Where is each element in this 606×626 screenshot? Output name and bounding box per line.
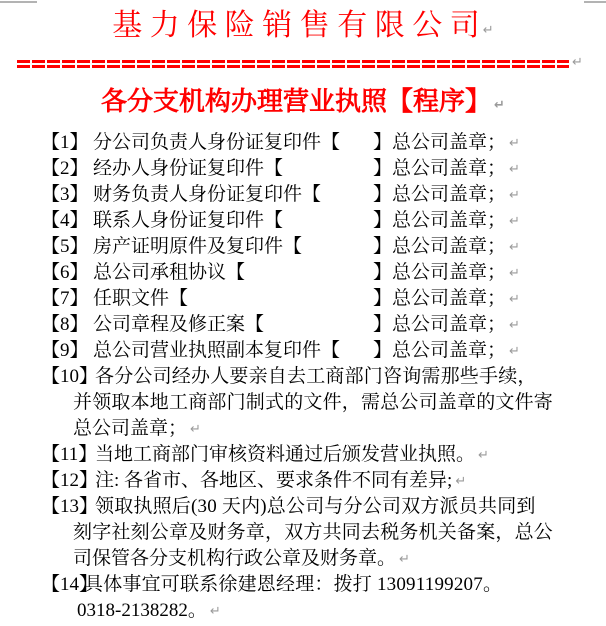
paragraph-mark-icon: ↵ <box>572 55 583 70</box>
company-name: 基 力 保 险 销 售 有 限 公 司 <box>112 9 480 42</box>
paragraph-mark-icon: ↵ <box>455 474 467 489</box>
procedure-item-row <box>0 156 606 182</box>
document-title: 各分支机构办理营业执照【程序】 <box>101 87 492 116</box>
paragraph-mark-icon: ↵ <box>509 344 520 359</box>
procedure-paragraph <box>0 442 606 468</box>
procedure-paragraph <box>0 494 606 572</box>
item-stamp-group <box>373 312 520 338</box>
line-text: 并领取本地工商部门制式的文件，需总公司盖章的文件寄 <box>73 392 554 413</box>
item-number: 【14】 <box>41 574 99 595</box>
item-label: 分公司负责人身份证复印件【 <box>93 132 341 153</box>
item-stamp-group <box>373 234 520 260</box>
paragraph-mark-icon: ↵ <box>509 214 520 229</box>
item-number: 【4】 <box>41 210 89 231</box>
item-stamp-suffix: 】总公司盖章； <box>373 288 507 309</box>
item-stamp-group <box>373 156 520 182</box>
paragraph-line <box>73 390 554 416</box>
paragraph-mark-icon: ↵ <box>399 552 410 567</box>
item-number: 【9】 <box>41 340 89 361</box>
item-number: 【1】 <box>41 132 89 153</box>
procedure-list <box>0 130 606 624</box>
double-rule-top-line <box>17 60 569 63</box>
line-text: 各分公司经办人要亲自去工商部门咨询需那些手续， <box>95 366 537 387</box>
item-number: 【12】 <box>41 470 99 491</box>
procedure-item-row <box>0 234 606 260</box>
item-stamp-suffix: 】总公司盖章； <box>373 210 507 231</box>
item-label: 总公司承租协议【 <box>93 262 246 283</box>
procedure-paragraph <box>0 364 606 442</box>
item-number: 【5】 <box>41 236 89 257</box>
item-label: 公司章程及修正案【 <box>93 314 265 335</box>
paragraph-line <box>95 442 546 468</box>
line-text: 0318-2138282。 <box>77 600 207 621</box>
paragraph-mark-icon: ↵ <box>509 136 520 151</box>
procedure-paragraph <box>0 468 606 494</box>
line-text: 总公司盖章； <box>73 418 188 439</box>
paragraph-mark-icon: ↵ <box>190 422 201 437</box>
item-label: 任职文件【 <box>93 288 189 309</box>
item-stamp-group <box>373 338 520 364</box>
item-stamp-suffix: 】总公司盖章； <box>373 262 507 283</box>
paragraph-mark-icon: ↵ <box>209 604 221 619</box>
item-stamp-suffix: 】总公司盖章； <box>373 184 507 205</box>
paragraph-mark-icon: ↵ <box>478 448 489 463</box>
line-text: 刻字社刻公章及财务章，双方共同去税务机关备案，总公 <box>73 522 554 543</box>
paragraph-mark-icon: ↵ <box>482 23 494 38</box>
line-text: 具体事宜可联系徐建恩经理：拨打 13091199207。 <box>84 574 503 595</box>
item-stamp-group <box>373 130 520 156</box>
double-rule <box>17 60 569 68</box>
item-label: 财务负责人身份证复印件【 <box>93 184 322 205</box>
line-text: 领取执照后(30 天内)总公司与分公司双方派员共同到 <box>95 496 536 517</box>
procedure-item-row <box>0 208 606 234</box>
item-number: 【10】 <box>41 366 99 387</box>
item-stamp-suffix: 】总公司盖章； <box>373 314 507 335</box>
item-number: 【11】 <box>41 444 98 465</box>
item-number: 【2】 <box>41 158 89 179</box>
item-number: 【13】 <box>41 496 99 517</box>
item-number: 【3】 <box>41 184 89 205</box>
paragraph-mark-icon: ↵ <box>509 162 520 177</box>
paragraph-mark-icon: ↵ <box>494 98 505 113</box>
paragraph-line <box>95 364 546 390</box>
paragraph-mark-icon: ↵ <box>509 318 520 333</box>
document-title-row <box>0 86 606 118</box>
paragraph-line <box>95 468 546 494</box>
company-header <box>0 0 606 44</box>
line-text: 司保管各分支机构行政公章及财务章。 <box>73 548 397 569</box>
item-number: 【8】 <box>41 314 89 335</box>
item-label: 联系人身份证复印件【 <box>93 210 284 231</box>
item-stamp-group <box>373 208 520 234</box>
item-stamp-group <box>373 182 520 208</box>
paragraph-line <box>77 598 546 624</box>
item-stamp-suffix: 】总公司盖章； <box>373 236 507 257</box>
paragraph-line <box>73 546 546 572</box>
page-margin-mark-right <box>584 1 606 3</box>
item-label: 经办人身份证复印件【 <box>93 158 284 179</box>
item-stamp-suffix: 】总公司盖章； <box>373 132 507 153</box>
item-stamp-group <box>373 286 520 312</box>
paragraph-mark-icon: ↵ <box>509 266 520 281</box>
line-text: 注: 各省市、各地区、要求条件不同有差异; <box>95 470 453 491</box>
paragraph-line <box>84 572 546 598</box>
procedure-paragraph <box>0 572 606 624</box>
procedure-item-row <box>0 130 606 156</box>
page-margin-mark-left <box>0 1 37 3</box>
bracket-items <box>0 130 606 364</box>
item-number: 【6】 <box>41 262 89 283</box>
line-text: 当地工商部门审核资料通过后颁发营业执照。 <box>95 444 476 465</box>
paragraph-items <box>0 364 606 624</box>
item-label: 总公司营业执照副本复印件【 <box>93 340 341 361</box>
paragraph-line <box>73 416 546 442</box>
paragraph-mark-icon: ↵ <box>509 188 520 203</box>
item-label: 房产证明原件及复印件【 <box>93 236 303 257</box>
paragraph-line <box>73 520 554 546</box>
procedure-item-row <box>0 338 606 364</box>
paragraph-mark-icon: ↵ <box>509 292 520 307</box>
procedure-item-row <box>0 286 606 312</box>
item-stamp-suffix: 】总公司盖章； <box>373 340 507 361</box>
item-number: 【7】 <box>41 288 89 309</box>
paragraph-line <box>95 494 546 520</box>
paragraph-mark-icon: ↵ <box>509 240 520 255</box>
procedure-item-row <box>0 312 606 338</box>
procedure-item-row <box>0 182 606 208</box>
procedure-item-row <box>0 260 606 286</box>
item-stamp-suffix: 】总公司盖章； <box>373 158 507 179</box>
double-rule-row <box>17 57 606 70</box>
double-rule-bottom-line <box>17 65 569 68</box>
item-stamp-group <box>373 260 520 286</box>
